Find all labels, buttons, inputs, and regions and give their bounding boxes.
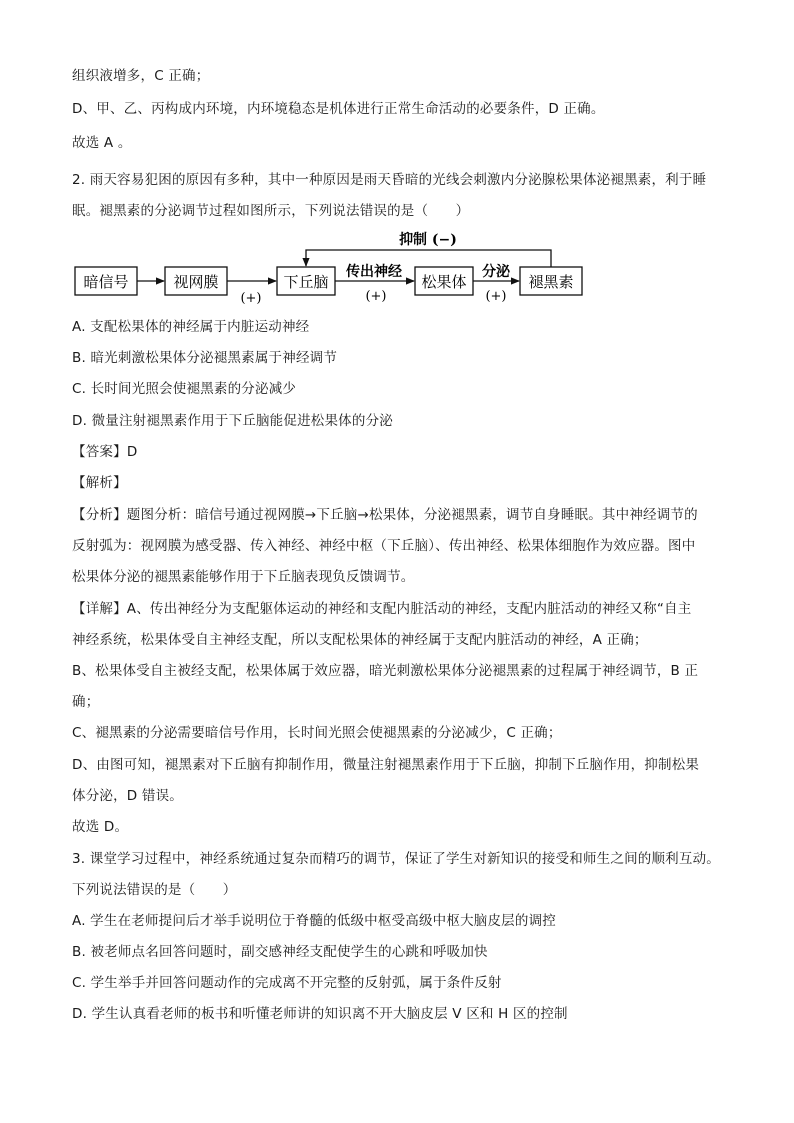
analysis-line: 故选 D。 [72,819,129,835]
option-c: C. 长时间光照会使褪黑素的分泌减少 [72,381,297,397]
box-pineal [415,267,473,295]
analysis-line: B、松果体受自主被经支配，松果体属于效应器，暗光刺激松果体分泌褪黑素的过程属于神经调节，B 正 [72,663,699,679]
analysis-line: 反射弧为：视网膜为感受器、传入神经、神经中枢（下丘脑）、传出神经、松果体细胞作为效应器。图中 [72,538,696,554]
option-b: B. 被老师点名回答问题时，副交感神经支配使学生的心跳和呼吸加快 [72,944,488,960]
analysis-tag: 【解析】 [72,475,127,491]
box-hypothalamus [277,267,335,295]
box-label: 视网膜 [173,273,219,291]
option-a: A. 支配松果体的神经属于内脏运动神经 [72,319,310,335]
plus-label: (+) [240,291,262,306]
option-a: A. 学生在老师提问后才举手说明位于脊髓的低级中枢受高级中枢大脑皮层的调控 [72,913,556,929]
box-retina [165,267,227,295]
option-d: D. 学生认真看老师的板书和听懂老师讲的知识离不开大脑皮层 V 区和 H 区的控制 [72,1006,568,1022]
analysis-line: 松果体分泌的褪黑素能够作用于下丘脑表现负反馈调节。 [72,569,415,585]
analysis-line: 【详解】A、传出神经分为支配躯体运动的神经和支配内脏活动的神经，支配内脏活动的神经又称“自主 [72,601,692,617]
arrow-label: 传出神经 [346,264,402,280]
option-d: D. 微量注射褪黑素作用于下丘脑能促进松果体的分泌 [72,413,393,429]
arrow-label: 分泌 [482,264,510,280]
box-label: 暗信号 [83,273,129,291]
feedback-label: 抑制 (−) [399,232,457,248]
answer-line [72,442,137,462]
text-line: 故选 A 。 [72,135,132,151]
analysis-line: 体分泌，D 错误。 [72,788,183,804]
analysis-line: C、褪黑素的分泌需要暗信号作用，长时间光照会使褪黑素的分泌减少，C 正确； [72,725,562,741]
answer-value: D [126,444,138,460]
box-melatonin [520,267,582,295]
analysis-line: 神经系统，松果体受自主神经支配，所以支配松果体的神经属于支配内脏活动的神经，A 正确； [72,632,648,648]
analysis-line: D、由图可知，褪黑素对下丘脑有抑制作用，微量注射褪黑素作用于下丘脑，抑制下丘脑作用，抑制松果 [72,757,700,773]
box-label: 褪黑素 [528,273,574,291]
question-2-stem: 眠。褪黑素的分泌调节过程如图所示，下列说法错误的是（ ） [72,203,470,219]
analysis-line: 确； [72,694,100,710]
question-2-stem: 2. 雨天容易犯困的原因有多种，其中一种原因是雨天昏暗的光线会刺激内分泌腺松果体泌褪黑素，利于睡 [72,172,707,188]
text-line: 组织液增多，C 正确； [72,68,210,84]
question-3-stem: 下列说法错误的是（ ） [72,882,237,898]
answer-tag: 【答案】 [72,444,127,460]
option-b: B. 暗光刺激松果体分泌褪黑素属于神经调节 [72,350,338,366]
box-dark-signal [75,267,137,295]
plus-label: (+) [485,289,507,304]
analysis-line: 【分析】题图分析：暗信号通过视网膜→下丘脑→松果体，分泌褪黑素，调节自身睡眠。其中神经调节的 [72,507,698,523]
question-3-stem: 3. 课堂学习过程中，神经系统通过复杂而精巧的调节，保证了学生对新知识的接受和师生之间的顺利互动。 [72,851,720,867]
text-line: D、甲、乙、丙构成内环境，内环境稳态是机体进行正常生命活动的必要条件，D 正确。 [72,101,605,117]
option-c: C. 学生举手并回答问题动作的完成离不开完整的反射弧，属于条件反射 [72,975,502,991]
feedback-arrow [306,250,551,267]
box-label: 下丘脑 [283,273,329,291]
box-label: 松果体 [421,273,467,291]
plus-label: (+) [365,289,387,304]
